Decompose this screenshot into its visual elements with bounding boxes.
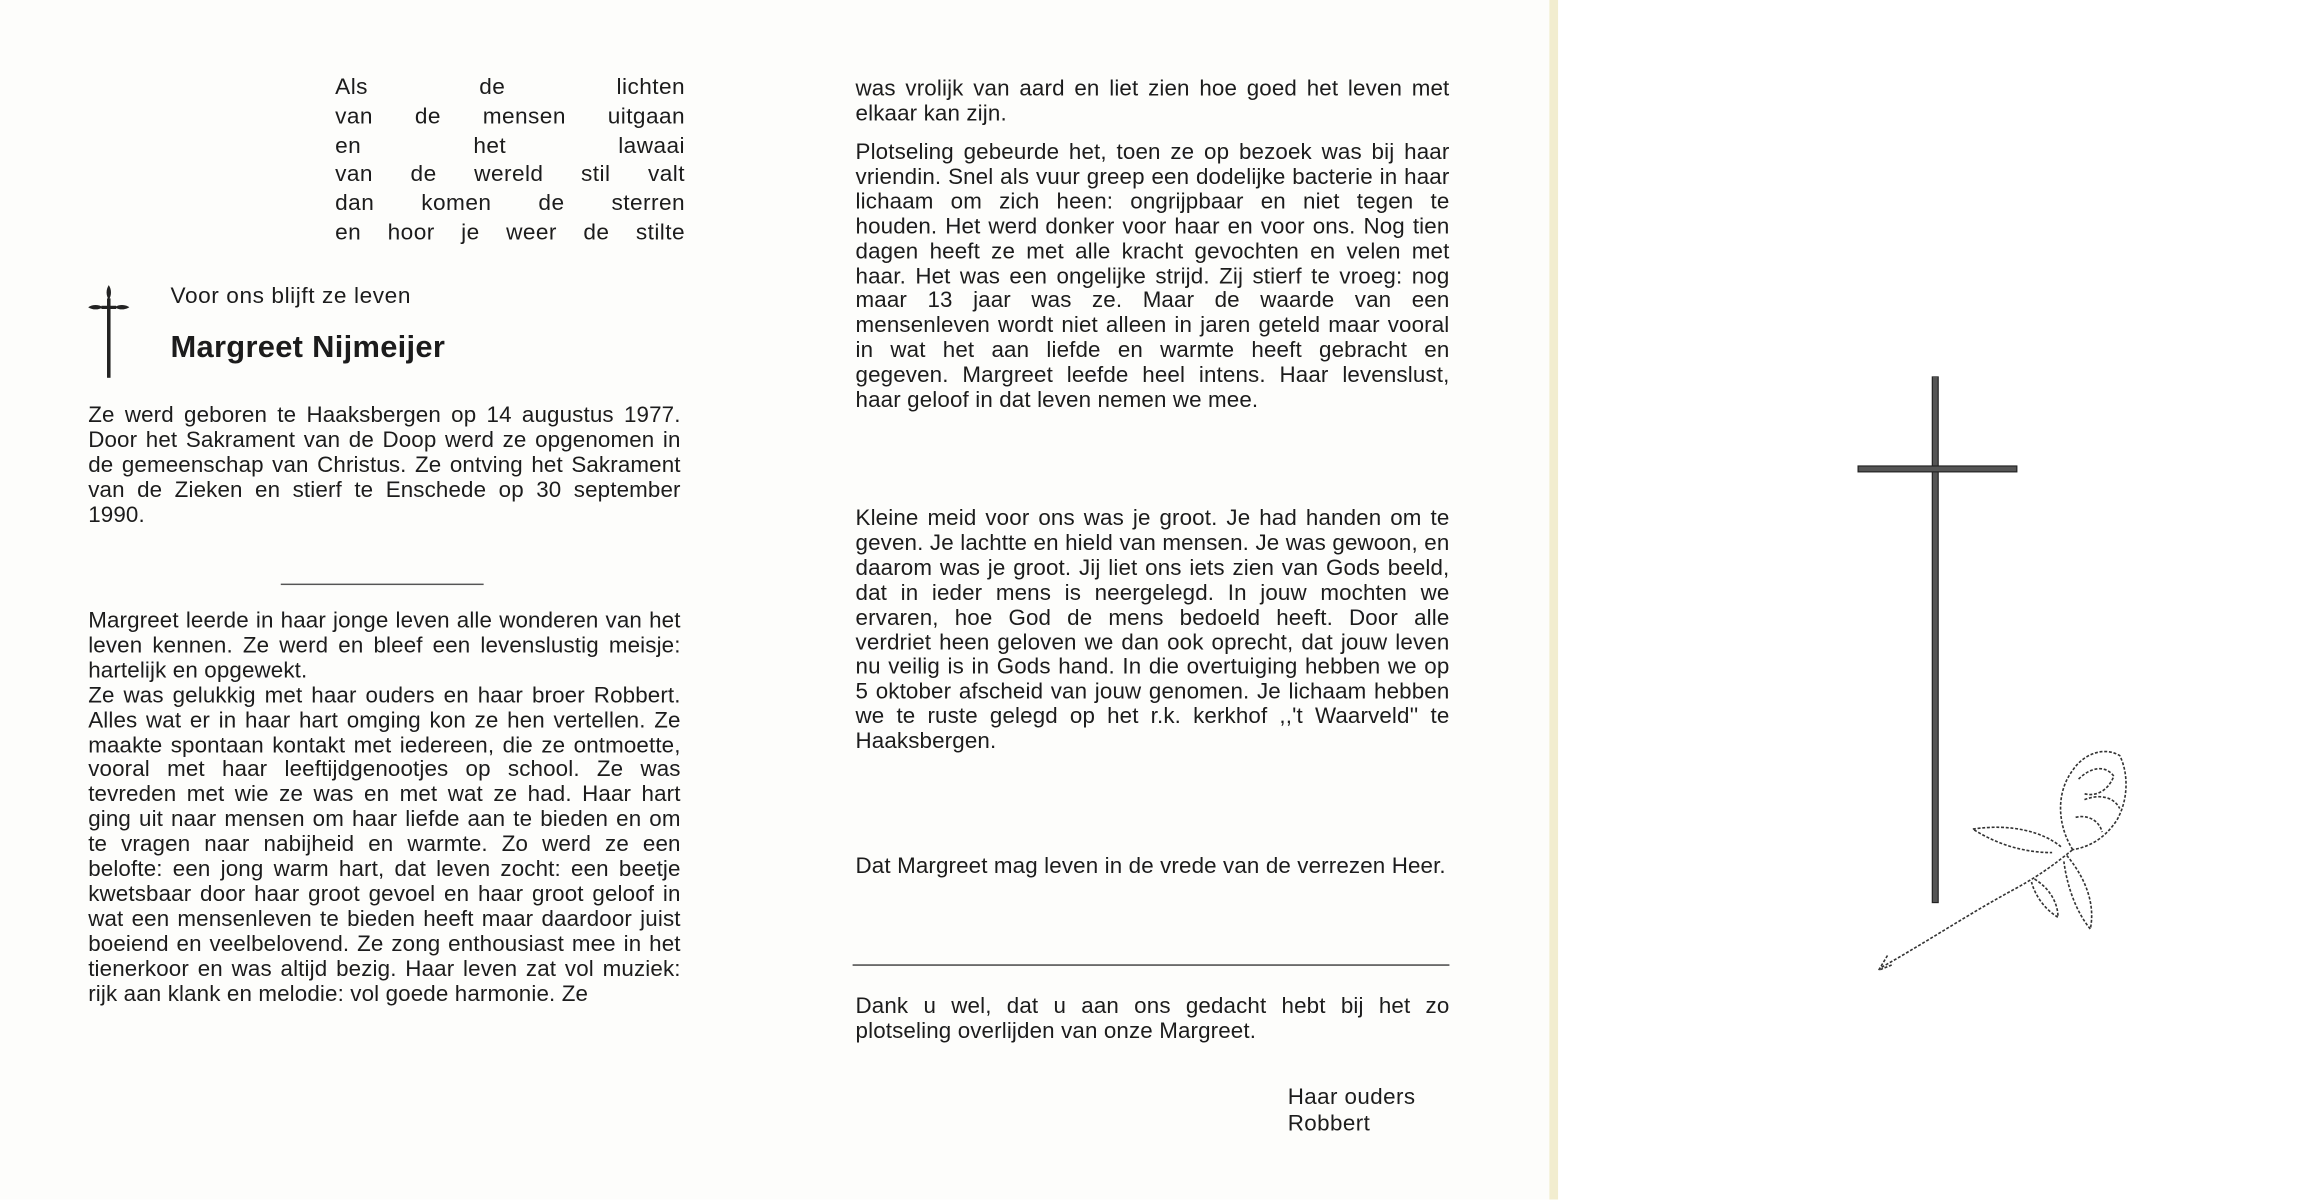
poem-line: en hoor je weer de stilte bbox=[335, 220, 686, 246]
farewell-paragraph: Kleine meid voor ons was je groot. Je had handen om te geven. Je lachtte en hield van mensen. Je was gewoon, en daarom was je groot. Jij liet ons iets zien van Gods beeld, dat in ieder mens is neergelegd. In jouw mochten we ervaren, hoe God de mens bedoeld heeft. Door alle verdriet heen geloven we dan ook oprecht, dat jouw leven nu veilig is in Gods hand. In die overtuiging hebben we op 5 oktober afscheid van jouw genomen. Je lichaam hebben we te ruste gelegd op het r.k. kerkhof ,,'t Waarveld'' te Haaksbergen. bbox=[855, 505, 1450, 755]
intro-text: Voor ons blijft ze leven bbox=[170, 283, 412, 309]
poem bbox=[335, 74, 685, 249]
divider bbox=[281, 584, 484, 585]
poem-line: Als de lichten bbox=[335, 74, 686, 100]
card-fold bbox=[1549, 0, 1558, 1200]
poem-line: van de wereld stil valt bbox=[335, 162, 686, 188]
divider bbox=[853, 964, 1450, 965]
rose-icon bbox=[1870, 735, 2164, 985]
signature bbox=[1288, 1085, 1416, 1138]
signature-line: Haar ouders bbox=[1287, 1084, 1416, 1110]
life-paragraph: Margreet leerde in haar jonge leven alle wonderen van het leven kennen. Ze werd en bleef een levenslustig meisje: hartelijk en opgewekt. Ze was gelukkig met haar ouders en haar broer Robbert. Alles wat er in haar hart omging kon ze hen vertellen. Ze maakte spontaan kontakt met iedereen, die ze ontmoette, vooral met haar leeftijdgenootjes op school. Ze was tevreden met wie ze was en met wat ze had. Haar hart ging uit naar mensen om haar liefde aan te bieden en om te vragen naar nabijheid en warmte. Zo werd ze een belofte: een jong warm hart, dat leven zocht: een beetje kwetsbaar door haar groot gevoel en haar groot geloof in wat een mensenleven te bieden heeft maar daardoor juist boeiend en veelbelovend. Ze zong enthousiast mee in het tienerkoor en was altijd bezig. Haar leven zat vol muziek: rijk aan klank en melodie: vol goede harmonie. Ze bbox=[88, 608, 681, 1007]
signature-line: Robbert bbox=[1287, 1111, 1371, 1137]
poem-line: dan komen de sterren bbox=[335, 191, 686, 217]
illness-paragraph: Plotseling gebeurde het, toen ze op bezoek was bij haar vriendin. Snel als vuur greep een dodelijke bacterie in haar lichaam om zich heen: ongrijpbaar en niet tegen te houden. Het werd donker voor haar en voor ons. Nog tien dagen heeft ze met alle kracht gevochten en velen met haar. Het was een ongelijke strijd. Zij stierf te vroeg: nog maar 13 jaar was ze. Maar de waarde van een mensenleven wordt niet alleen in jaren geteld maar vooral in wat het aan liefde en warmte heeft gebracht en gegeven. Margreet leefde heel intens. Haar levenslust, haar geloof in dat leven nemen we mee. bbox=[855, 139, 1450, 414]
prayer-paragraph: Dat Margreet mag leven in de vrede van de verrezen Heer. bbox=[855, 854, 1446, 880]
life-paragraph-continued: was vrolijk van aard en liet zien hoe goed het leven met elkaar kan zijn. bbox=[855, 76, 1450, 127]
poem-line: en het lawaai bbox=[335, 133, 686, 159]
deceased-name: Margreet Nijmeijer bbox=[170, 330, 446, 365]
biography-paragraph: Ze werd geboren te Haaksbergen op 14 augustus 1977. Door het Sakrament van de Doop werd ze opgenomen in de gemeenschap van Christus. Ze ontving het Sakrament van de Zieken en stierf te Enschede op 30 september 1990. bbox=[88, 402, 681, 528]
cross-icon bbox=[84, 282, 134, 379]
poem-line: van de mensen uitgaan bbox=[335, 104, 686, 130]
thanks-paragraph: Dank u wel, dat u aan ons gedacht hebt bij het zo plotseling overlijden van onze Margreet. bbox=[855, 993, 1450, 1044]
